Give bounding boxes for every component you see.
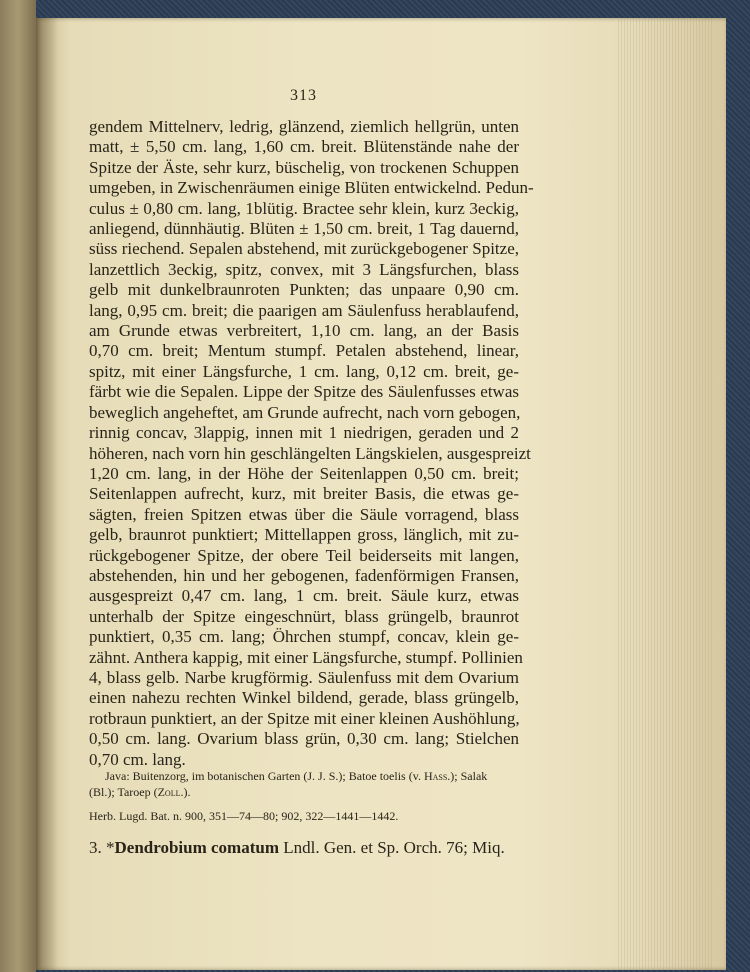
text-line: 0,70 cm. breit; Mentum stumpf. Petalen abstehend, linear, (89, 341, 519, 361)
locality-text: Java: Buitenzorg, im botanischen Garten (J. J. S.); Batoe toelis (v. (105, 769, 421, 783)
species-name: Dendrobium comatum (114, 838, 279, 857)
text-line: färbt wie die Sepalen. Lippe der Spitze des Säulenfusses etwas (89, 382, 519, 402)
page-number: 313 (290, 87, 317, 104)
collector-hass: Hass (423, 769, 448, 783)
text-line: abstehenden, hin und her gebogenen, fadenförmigen Fransen, (89, 565, 519, 585)
locality-line (89, 768, 519, 784)
text-line: Seitenlappen aufrecht, kurz, mit breiter Basis, die etwas ge- (89, 484, 519, 504)
text-line: spitz, mit einer Längsfurche, 1 cm. lang, 0,12 cm. breit, ge- (89, 361, 519, 381)
text-line: ausgespreizt 0,47 cm. lang, 1 cm. breit. Säule kurz, etwas (89, 586, 519, 606)
entry-citation: Lndl. Gen. et Sp. Orch. 76; Miq. (279, 838, 505, 857)
page-stack-edge (618, 18, 714, 970)
text-line: rückgebogener Spitze, der obere Teil beiderseits mit langen, (89, 545, 519, 565)
text-line: unterhalb der Spitze eingeschnürt, blass grüngelb, braunrot (89, 606, 519, 626)
text-line: anliegend, dünnhäutig. Blüten ± 1,50 cm. breit, 1 Tag dauernd, (89, 219, 519, 239)
text-line: matt, ± 5,50 cm. lang, 1,60 cm. breit. Blütenstände nahe der (89, 137, 519, 157)
text-line: süss riechend. Sepalen abstehend, mit zurückgebogener Spitze, (89, 239, 519, 259)
text-line: gendem Mittelnerv, ledrig, glänzend, ziemlich hellgrün, unten (89, 117, 519, 136)
text-line: 1,20 cm. lang, in der Höhe der Seitenlappen 0,50 cm. breit; (89, 463, 519, 483)
body-text (89, 117, 534, 770)
locality-line (89, 784, 519, 800)
text-line: sägten, freien Spitzen etwas über die Säule vorragend, blass (89, 504, 519, 524)
entry-number: 3. * (89, 838, 115, 857)
text-line: rotbraun punktiert, an der Spitze mit einer kleinen Aushöhlung, (89, 708, 520, 728)
text-line: gelb, braunrot punktiert; Mittellappen gross, länglich, mit zu- (89, 525, 519, 545)
specimen-references (89, 768, 519, 824)
text-line: einen nahezu rechten Winkel bildend, gerade, blass grüngelb, (89, 688, 519, 708)
text-line: 0,50 cm. lang. Ovarium blass grün, 0,30 cm. lang; Stielchen (89, 729, 519, 749)
locality-text: .); Salak (447, 769, 488, 783)
text-line: gelb mit dunkelbraunroten Punkten; das unpaare 0,90 cm. (89, 280, 519, 300)
text-line: culus ± 0,80 cm. lang, 1blütig. Bractee sehr klein, kurz 3eckig, (89, 198, 519, 218)
previous-page-edge (0, 0, 36, 972)
text-line: lang, 0,95 cm. breit; die paarigen am Säulenfuss herablaufend, (89, 300, 519, 320)
locality-text: (Bl.); Taroep ( (89, 785, 158, 799)
text-line-last: 0,70 cm. lang. (89, 749, 186, 769)
text-line: lanzettlich 3eckig, spitz, convex, mit 3 Längsfurchen, blass (89, 259, 519, 279)
text-line: am Grunde etwas verbreitert, 1,10 cm. lang, an der Basis (89, 321, 519, 341)
text-line: rinnig concav, 3lappig, innen mit 1 niedrigen, geraden und 2 (89, 423, 519, 443)
herbarium-line: Herb. Lugd. Bat. n. 900, 351—74—80; 902, 322—1441—1442. (89, 809, 399, 823)
text-line: punktiert, 0,35 cm. lang; Öhrchen stumpf, concav, klein ge- (89, 627, 519, 647)
text-line: höheren, nach vorn hin geschlängelten Längskielen, ausgespreizt (89, 443, 531, 463)
spine-shadow (36, 18, 58, 970)
locality-text: .). (180, 785, 191, 799)
collector-zoll: Zoll (157, 785, 181, 799)
text-line: Spitze der Äste, sehr kurz, büschelig, von trockenen Schuppen (89, 157, 519, 177)
text-line: umgeben, in Zwischenräumen einige Blüten entwickelnd. Pedun- (89, 178, 534, 198)
text-line: beweglich angeheftet, am Grunde aufrecht, nach vorn gebogen, (89, 402, 521, 422)
text-line: zähnt. Anthera kappig, mit einer Längsfurche, stumpf. Pollinien (89, 647, 523, 667)
species-entry (89, 838, 519, 858)
text-line: 4, blass gelb. Narbe krugförmig. Säulenfuss mit dem Ovarium (89, 667, 519, 687)
